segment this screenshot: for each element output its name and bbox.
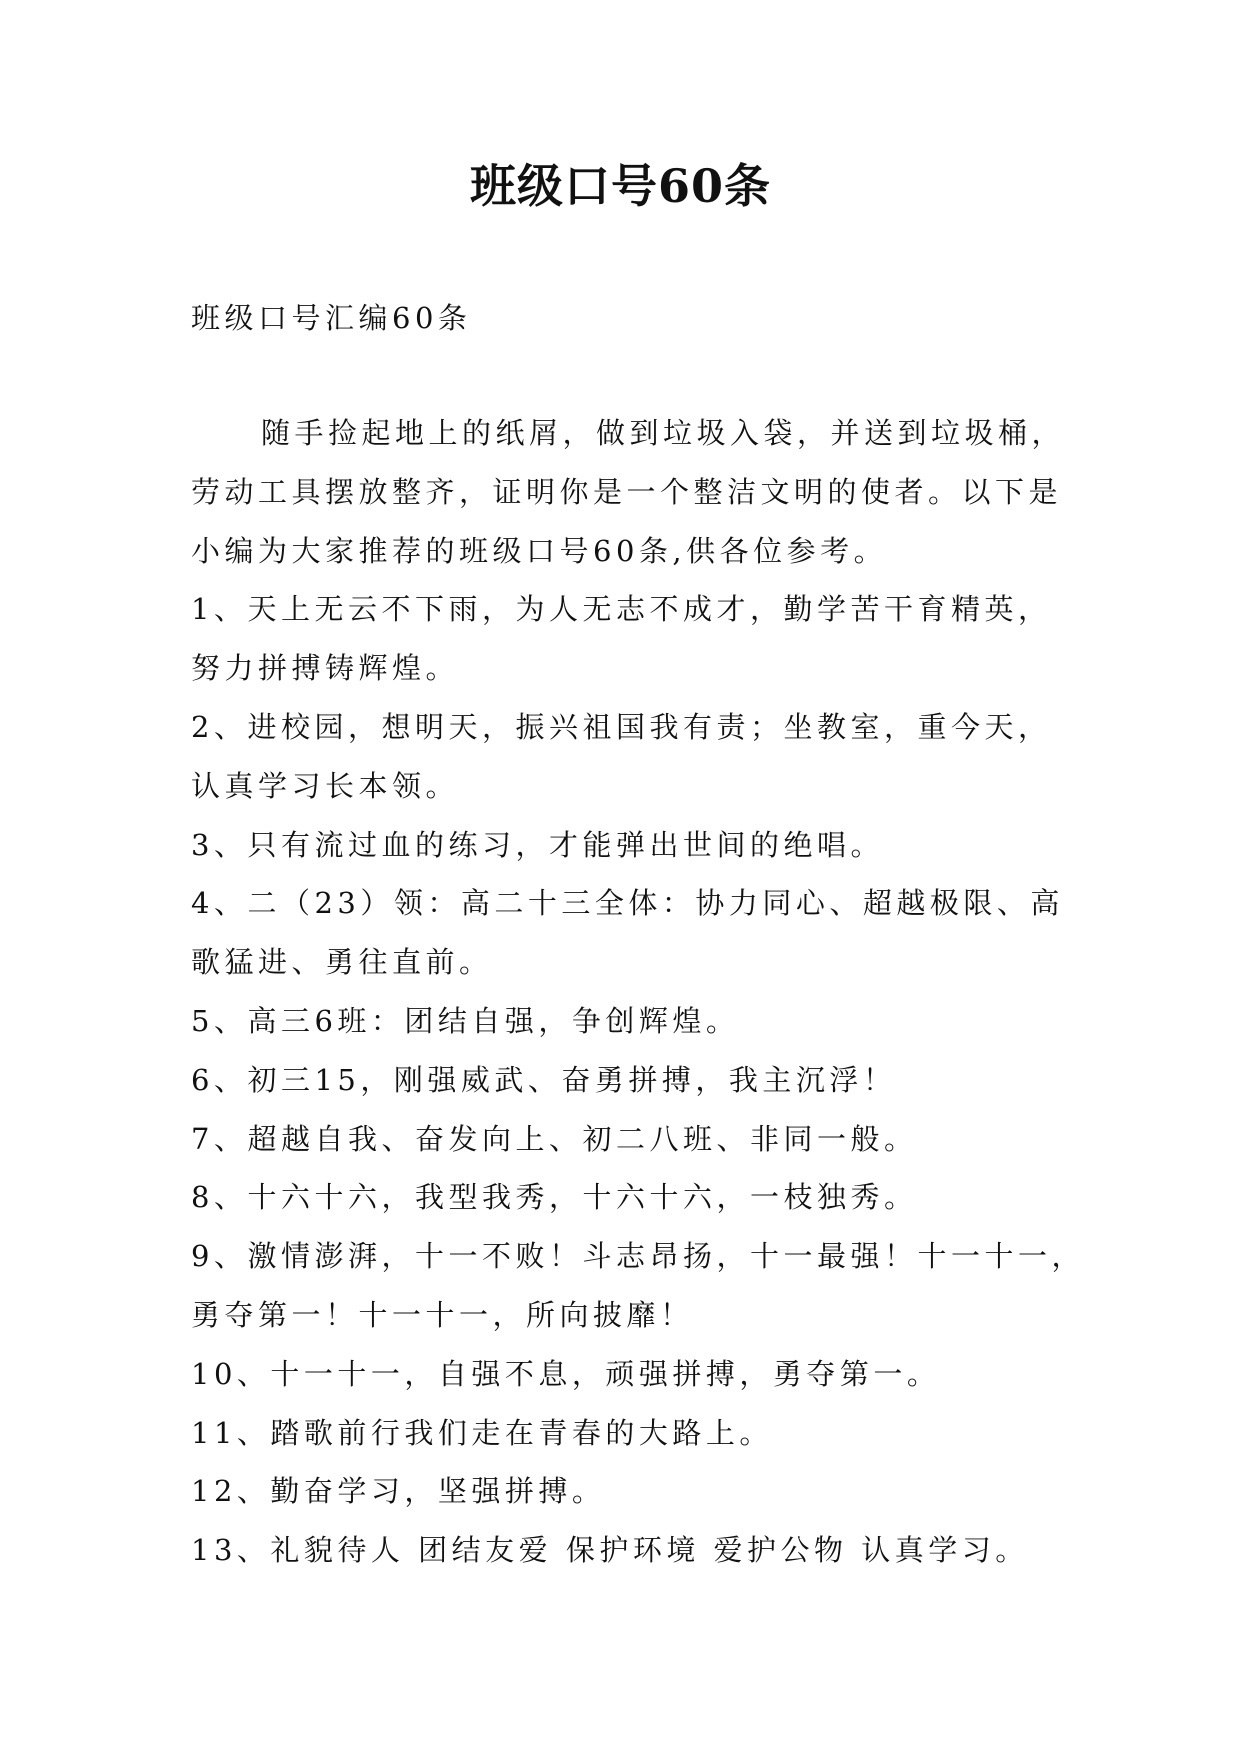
slogan-line: 8、十六十六，我型我秀，十六十六，一枝独秀。	[191, 1180, 918, 1215]
document-body	[191, 404, 1151, 1580]
slogan-line: 2、进校园，想明天，振兴祖国我有责；坐教室，重今天，	[191, 709, 1052, 744]
slogan-line: 4、二（23）领：高二十三全体：协力同心、超越极限、高	[191, 886, 1064, 921]
slogan-line: 3、只有流过血的练习，才能弹出世间的绝唱。	[191, 827, 884, 862]
intro-line: 劳动工具摆放整齐，证明你是一个整洁文明的使者。以下是	[191, 474, 1063, 509]
intro-paragraph	[191, 404, 1151, 580]
slogan-line: 10、十一十一，自强不息，顽强拼搏，勇夺第一。	[191, 1356, 941, 1391]
slogan-line: 6、初三15，刚强威武、奋勇拼搏，我主沉浮！	[191, 1062, 897, 1097]
slogan-item-1	[191, 580, 1151, 698]
slogan-line: 努力拼搏铸辉煌。	[191, 651, 460, 686]
slogan-item-9	[191, 1227, 1151, 1345]
slogan-line: 7、超越自我、奋发向上、初二八班、非同一般。	[191, 1121, 918, 1156]
intro-line: 随手捡起地上的纸屑，做到垃圾入袋，并送到垃圾桶，	[261, 416, 1066, 450]
slogan-item-12	[191, 1462, 1151, 1521]
slogan-line: 9、激情澎湃，十一不败！斗志昂扬，十一最强！十一十一，	[191, 1239, 1085, 1274]
slogan-line: 歌猛进、勇往直前。	[191, 945, 493, 980]
slogan-item-6	[191, 1051, 1151, 1110]
slogan-item-13	[191, 1521, 1151, 1580]
slogan-item-11	[191, 1404, 1151, 1463]
document-subtitle: 班级口号汇编60条	[191, 301, 472, 335]
slogan-item-2	[191, 698, 1151, 816]
slogan-item-10	[191, 1345, 1151, 1404]
slogan-line: 认真学习长本领。	[191, 768, 460, 803]
slogan-item-4	[191, 874, 1151, 992]
slogan-line: 13、礼貌待人 团结友爱 保护环境 爱护公物 认真学习。	[191, 1533, 1029, 1568]
slogan-item-5	[191, 992, 1151, 1051]
slogan-line: 12、勤奋学习，坚强拼搏。	[191, 1474, 606, 1509]
slogan-item-3	[191, 816, 1151, 875]
slogan-line: 勇夺第一！十一十一，所向披靡！	[191, 1297, 694, 1332]
slogan-line: 11、踏歌前行我们走在青春的大路上。	[191, 1415, 773, 1450]
intro-line: 小编为大家推荐的班级口号60条,供各位参考。	[191, 533, 888, 568]
slogan-item-8	[191, 1168, 1151, 1227]
slogan-line: 5、高三6班：团结自强，争创辉煌。	[191, 1003, 740, 1038]
slogan-item-7	[191, 1110, 1151, 1169]
slogan-line: 1、天上无云不下雨，为人无志不成才，勤学苦干育精英，	[191, 592, 1052, 627]
document-title: 班级口号60条	[469, 159, 771, 213]
